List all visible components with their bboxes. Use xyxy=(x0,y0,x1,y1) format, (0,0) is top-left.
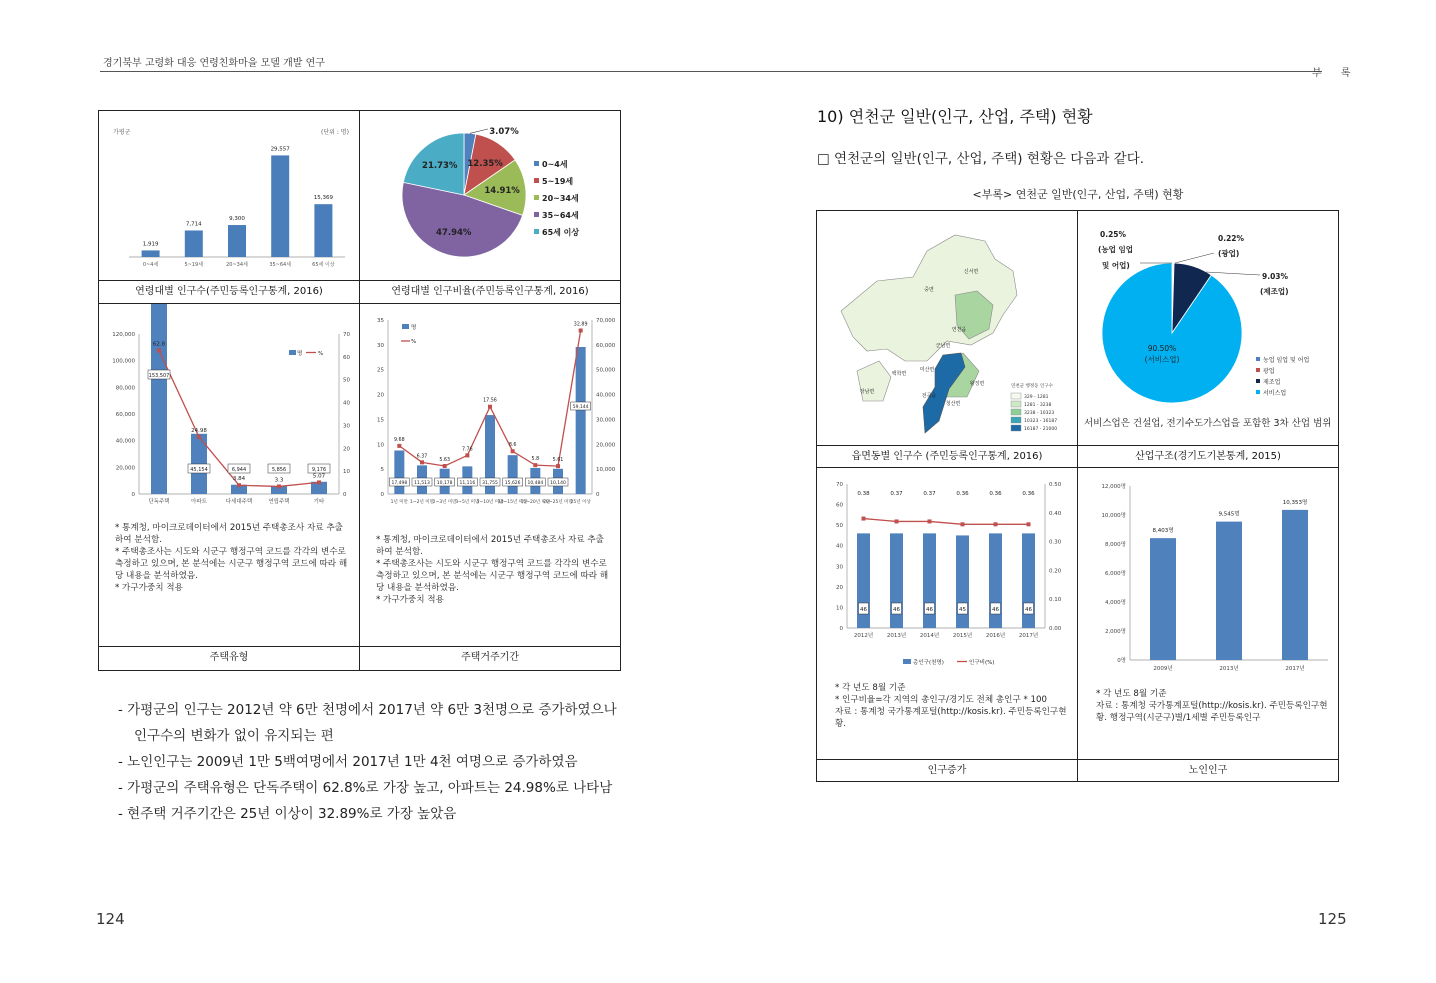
industry-caption: 산업구조(경기도기본통계, 2015) xyxy=(1078,445,1338,468)
bar xyxy=(394,451,404,494)
tick-label: 20~34세 xyxy=(226,262,248,268)
y-tick: 0명 xyxy=(1117,658,1126,664)
x-tick: 2017년 xyxy=(1018,633,1039,639)
y2-tick: 0.20 xyxy=(1049,568,1062,575)
line-value-label: 62.8 xyxy=(152,341,166,348)
line-value-label: 5.63 xyxy=(439,458,451,464)
y2-tick: 10,000 xyxy=(596,467,616,474)
y-tick: 30 xyxy=(377,342,384,349)
line-marker xyxy=(465,453,469,457)
x-tick: 1년 미만 xyxy=(390,500,409,505)
residence-period-chart xyxy=(360,304,620,534)
page-number-right: 125 xyxy=(1318,910,1347,928)
y2-tick: 50 xyxy=(343,377,350,384)
legend-label: 35~64세 xyxy=(542,211,579,220)
bar-value-label: 31,755 xyxy=(482,481,498,486)
elderly-chart xyxy=(1078,468,1338,684)
legend-label: 서비스업 xyxy=(1263,390,1287,397)
y2-tick: 0.10 xyxy=(1049,597,1062,604)
bar-value-label: 46 xyxy=(926,607,933,613)
running-header-right: 부 록 xyxy=(1312,68,1359,79)
map-legend-title: 연천군 행정동 인구수 xyxy=(1011,384,1053,389)
note-line: * 가구가중치 적용 xyxy=(115,583,183,593)
bullet-3: - 가평군의 주택유형은 단독주택이 62.8%로 가장 높고, 아파트는 24.98%로 나타남 xyxy=(118,780,613,796)
x-tick: 2~3년 미만 xyxy=(432,500,457,505)
y-tick: 0 xyxy=(839,626,843,632)
note-line: * 인구비율=각 지역의 총인구/경기도 전체 총인구 * 100 xyxy=(835,695,1047,705)
x-tick: 2012년 xyxy=(853,633,874,639)
y-tick: 5 xyxy=(380,467,384,474)
legend-swatch xyxy=(534,212,539,217)
slice-label: 0.25% xyxy=(1100,230,1127,239)
section-title: 10) 연천군 일반(인구, 산업, 주택) 현황 xyxy=(817,107,1093,126)
legend-label: 5~19세 xyxy=(542,177,574,186)
bar xyxy=(508,455,518,494)
y-tick: 50 xyxy=(836,523,843,530)
line-marker xyxy=(397,444,401,448)
bar-value-label: 45,154 xyxy=(190,467,208,473)
line-value-label: 17.56 xyxy=(483,398,497,404)
note-line: 자료 : 통계청 국가통계포털(http://kosis.kr). 주민등록인구현황. xyxy=(835,707,1067,729)
bar xyxy=(271,155,289,257)
x-tick: 15~20년 미만 xyxy=(520,500,551,505)
slice-label: 9.03% xyxy=(1262,272,1289,281)
line-value-label: 9.68 xyxy=(393,437,405,443)
note-line: * 각 년도 8월 기준 xyxy=(835,683,906,693)
legend-label: 총인구(천명) xyxy=(913,660,944,666)
y-tick: 12,000명 xyxy=(1101,484,1126,490)
map-label: 미산면 xyxy=(919,367,935,373)
x-tick: 연립주택 xyxy=(268,499,290,505)
y2-tick: 0 xyxy=(343,492,347,498)
line-value-label: 32.89 xyxy=(573,322,588,328)
slice-label: 3.07% xyxy=(489,127,519,137)
legend-swatch xyxy=(534,195,539,200)
y2-tick: 20 xyxy=(343,446,350,453)
legend-label: 인구비(%) xyxy=(969,660,995,666)
map-legend-swatch xyxy=(1011,401,1021,407)
line-marker xyxy=(157,348,161,352)
map-label: 신서면 xyxy=(963,269,979,275)
industry-cell xyxy=(1077,210,1339,468)
y-tick: 40,000 xyxy=(115,438,135,445)
elderly-notes xyxy=(1096,688,1332,724)
elderly-caption: 노인인구 xyxy=(1078,759,1338,782)
y2-tick: 60 xyxy=(343,354,350,361)
data-label: 9,545명 xyxy=(1218,511,1240,518)
bar-value-label: 5,856 xyxy=(271,467,287,473)
elderly-cell xyxy=(1077,467,1339,782)
y-tick: 60 xyxy=(836,502,843,509)
housing-type-chart xyxy=(99,304,359,522)
map-cell xyxy=(816,210,1078,468)
line-marker xyxy=(533,463,537,467)
line-value-label: 0.36 xyxy=(1022,491,1035,497)
y-tick: 120,000 xyxy=(112,332,135,338)
y-tick: 4,000명 xyxy=(1104,600,1126,606)
age-ratio-caption: 연령대별 인구비율(주민등록인구통계, 2016) xyxy=(360,280,620,303)
map-label: 연천읍 xyxy=(951,327,967,333)
map-legend-swatch xyxy=(1011,393,1021,399)
map-legend-swatch xyxy=(1011,409,1021,415)
bullet-1-cont: 인구수의 변화가 없이 유지되는 편 xyxy=(134,728,334,744)
y2-tick: 0 xyxy=(596,492,600,498)
age-count-cell xyxy=(98,110,360,304)
x-tick: 5~10년 미만 xyxy=(476,500,504,505)
y-tick: 0 xyxy=(131,492,135,498)
line-marker xyxy=(928,519,932,523)
bullet-1: - 가평군의 인구는 2012년 약 6만 천명에서 2017년 약 6만 3천명으로 증가하였으나 xyxy=(118,702,617,718)
tick-label: 5~19세 xyxy=(184,262,204,268)
slice-label: 47.94% xyxy=(436,228,472,239)
y-tick: 80,000 xyxy=(115,385,135,392)
age-ratio-cell xyxy=(359,110,621,304)
data-label: 1,919 xyxy=(142,241,159,248)
bar-value-label: 153,507 xyxy=(148,373,170,379)
line-marker xyxy=(197,435,201,439)
legend-label: 명 xyxy=(411,325,417,331)
bar xyxy=(314,204,332,257)
y-tick: 35 xyxy=(377,318,384,324)
x-tick: 다세대주택 xyxy=(225,499,253,505)
note-line: * 통계청, 마이크로데이터에서 2015년 주택총조사 자료 추출하여 분석함. xyxy=(115,523,343,545)
y2-tick: 0.40 xyxy=(1049,510,1062,517)
x-tick: 아파트 xyxy=(191,499,207,505)
line-marker xyxy=(237,483,241,487)
slice-label: 12.35% xyxy=(467,158,503,169)
pop-chart xyxy=(817,468,1077,676)
map-legend-label: 16187 - 21000 xyxy=(1024,427,1058,432)
table-title: <부록> 연천군 일반(인구, 산업, 주택) 현황 xyxy=(972,188,1184,201)
y2-tick: 70,000 xyxy=(596,318,616,324)
age-ratio-chart xyxy=(360,111,620,281)
line-value-label: 5.61 xyxy=(552,458,564,464)
region-map xyxy=(817,211,1077,445)
x-tick: 2015년 xyxy=(952,633,973,639)
x-tick: 2014년 xyxy=(919,633,940,639)
legend-swatch xyxy=(402,324,409,329)
slice-label: (농업 임업 xyxy=(1098,245,1134,254)
line-marker xyxy=(488,405,492,409)
y-tick: 100,000 xyxy=(112,358,135,365)
slice-label: 및 어업) xyxy=(1102,261,1130,270)
legend-label: 제조업 xyxy=(1263,379,1281,386)
chart-unit-label: (단위 : 명) xyxy=(321,129,349,136)
bar-value-label: 46 xyxy=(860,607,867,613)
map-region xyxy=(857,361,891,401)
map-region xyxy=(841,235,1017,361)
slice-label: 21.73% xyxy=(422,161,458,172)
leader-line xyxy=(470,129,488,133)
x-tick: 기타 xyxy=(313,499,325,505)
legend-label: 명 xyxy=(297,351,303,357)
y-tick: 10,000명 xyxy=(1101,513,1126,519)
y2-tick: 0.50 xyxy=(1049,482,1062,488)
y2-tick: 50,000 xyxy=(596,367,616,374)
leader-line xyxy=(1175,253,1214,263)
note-line: * 통계청, 마이크로데이터에서 2015년 주택총조사 자료 추출하여 분석함. xyxy=(376,535,604,557)
map-legend-swatch xyxy=(1011,425,1021,431)
legend-swatch xyxy=(289,350,296,355)
legend-label: 광업 xyxy=(1263,368,1275,375)
line-marker xyxy=(443,464,447,468)
y-tick: 2,000명 xyxy=(1104,629,1126,635)
line-value-label: 3.84 xyxy=(232,476,246,483)
note-line: * 주택총조사는 시도와 시군구 행정구역 코드를 각각의 변수로 측정하고 있으며, 본 분석에는 시군구 행정구역 코드에 따라 해당 내용을 분석하였음. xyxy=(115,547,348,581)
legend-swatch xyxy=(1256,357,1260,361)
x-tick: 2017년 xyxy=(1285,666,1305,672)
note-line: * 가구가중치 적용 xyxy=(376,595,444,605)
note-line: * 주택총조사는 시도와 시군구 행정구역 코드를 각각의 변수로 측정하고 있으며, 본 분석에는 시군구 행정구역 코드에 따라 해당 내용을 분석하였음. xyxy=(376,559,609,593)
map-label: 장남면 xyxy=(859,389,875,395)
legend-label: 20~34세 xyxy=(542,194,579,203)
map-label: 군남면 xyxy=(935,343,951,349)
y-tick: 15 xyxy=(377,417,384,424)
x-tick: 1~2년 미만 xyxy=(410,500,434,505)
y2-tick: 20,000 xyxy=(596,442,616,449)
y-tick: 8,000명 xyxy=(1104,542,1126,548)
data-label: 9,300 xyxy=(229,216,245,223)
y2-tick: 30 xyxy=(343,423,350,430)
y-tick: 25 xyxy=(377,367,384,374)
y2-tick: 40 xyxy=(343,400,350,407)
map-legend-swatch xyxy=(1011,417,1021,423)
housing-notes xyxy=(115,522,351,594)
map-label: 왕징면 xyxy=(969,381,985,387)
pop-caption: 인구증가 xyxy=(817,759,1077,782)
bar xyxy=(151,304,167,494)
section-intro: □ 연천군의 일반(인구, 산업, 주택) 현황은 다음과 같다. xyxy=(817,151,1145,167)
legend-swatch xyxy=(534,161,539,166)
line-marker xyxy=(1027,522,1031,526)
bar-value-label: 17,498 xyxy=(391,481,408,486)
y-tick: 20 xyxy=(377,392,384,399)
y-tick: 6,000명 xyxy=(1104,571,1126,577)
bar xyxy=(1282,510,1308,660)
data-label: 8,403명 xyxy=(1152,528,1174,535)
line-value-label: 0.36 xyxy=(956,491,969,497)
pop-cell xyxy=(816,467,1078,782)
slice-label: 0.22% xyxy=(1218,234,1245,243)
y-tick: 20 xyxy=(836,584,843,591)
age-count-caption: 연령대별 인구수(주민등록인구통계, 2016) xyxy=(99,280,359,303)
line-marker xyxy=(895,519,899,523)
data-label: 15,369 xyxy=(313,195,334,202)
legend-label: 65세 이상 xyxy=(542,228,580,237)
bar-value-label: 10,140 xyxy=(550,481,566,486)
bar xyxy=(1150,538,1176,660)
legend-swatch xyxy=(903,659,911,664)
residence-period-cell xyxy=(359,303,621,671)
line-value-label: 0.37 xyxy=(923,491,936,497)
y2-tick: 70 xyxy=(343,332,350,338)
y2-tick: 0.30 xyxy=(1049,539,1062,546)
bar-value-label: 6,944 xyxy=(231,467,247,473)
bar-value-label: 45 xyxy=(959,607,966,613)
y-tick: 0 xyxy=(380,492,384,498)
running-header-left: 경기북부 고령화 대응 연령친화마을 모델 개발 연구 xyxy=(103,58,325,69)
line-marker xyxy=(862,517,866,521)
line-marker xyxy=(420,460,424,464)
data-label: 7,714 xyxy=(185,221,202,228)
y2-tick: 0.00 xyxy=(1049,626,1062,632)
bar-value-label: 10,484 xyxy=(527,481,544,486)
map-legend-label: 3238 - 10323 xyxy=(1024,411,1055,416)
y2-tick: 30,000 xyxy=(596,417,616,424)
line-marker xyxy=(994,522,998,526)
legend-swatch xyxy=(534,178,539,183)
industry-note: 서비스업은 건설업, 전기수도가스업을 포함한 3차 산업 범위 xyxy=(1084,418,1332,429)
y-tick: 20,000 xyxy=(115,465,135,472)
y-tick: 60,000 xyxy=(115,412,135,418)
line-value-label: 5.07 xyxy=(312,473,326,480)
line-value-label: 0.37 xyxy=(890,491,903,497)
x-tick: 2013년 xyxy=(1219,666,1239,672)
housing-type-caption: 주택유형 xyxy=(99,646,359,669)
pie-slice xyxy=(1102,263,1242,403)
x-tick: 3~5년 미만 xyxy=(455,500,480,505)
map-label: 청산면 xyxy=(945,401,961,407)
line-marker xyxy=(511,449,515,453)
x-tick: 2009년 xyxy=(1153,666,1173,672)
bar xyxy=(576,347,586,494)
bar-value-label: 11,116 xyxy=(459,481,476,486)
line-value-label: 6.37 xyxy=(416,454,428,460)
line-value-label: 0.36 xyxy=(989,491,1002,497)
bar xyxy=(142,250,160,257)
period-notes xyxy=(376,534,612,606)
header-rule xyxy=(100,71,1322,72)
bar-value-label: 46 xyxy=(992,607,999,613)
series-line xyxy=(864,519,1029,525)
bullet-4: - 현주택 거주기간은 25년 이상이 32.89%로 가장 높았음 xyxy=(118,806,457,822)
note-line: * 각 년도 8월 기준 xyxy=(1096,689,1167,699)
map-label: 중면 xyxy=(924,287,934,293)
bar xyxy=(228,225,246,257)
tick-label: 35~64세 xyxy=(269,262,292,268)
line-marker xyxy=(961,522,965,526)
slice-label: 90.50% xyxy=(1147,344,1177,353)
age-count-chart xyxy=(99,111,359,281)
line-value-label: 7.76 xyxy=(461,447,473,453)
legend-swatch xyxy=(1256,368,1260,372)
note-line: 자료 : 통계청 국가통계포털(http://kosis.kr). 주민등록인구현황. 행정구역(시군구)별/1세별 주민등록인구 xyxy=(1096,701,1328,723)
y-tick: 70 xyxy=(836,482,843,488)
legend-swatch xyxy=(1256,379,1260,383)
y-tick: 40 xyxy=(836,543,843,550)
bar-value-label: 59,144 xyxy=(572,405,589,410)
legend-label: 0~4세 xyxy=(542,160,568,169)
line-value-label: 5.8 xyxy=(531,457,540,463)
y-tick: 30 xyxy=(836,564,843,571)
legend-swatch xyxy=(534,229,539,234)
map-legend-label: 329 - 1281 xyxy=(1024,395,1049,400)
line-value-label: 8.6 xyxy=(508,443,517,449)
housing-type-cell xyxy=(98,303,360,671)
map-legend-label: 1281 - 3238 xyxy=(1024,403,1052,408)
map-legend-label: 10323 - 16187 xyxy=(1024,419,1058,424)
slice-label: (서비스업) xyxy=(1144,355,1180,364)
bar xyxy=(185,230,203,257)
y2-tick: 40,000 xyxy=(596,392,616,399)
line-marker xyxy=(317,480,321,484)
x-tick: 2013년 xyxy=(886,633,907,639)
legend-label: 농업 임업 및 어업 xyxy=(1263,357,1310,364)
residence-period-caption: 주택거주기간 xyxy=(360,646,620,669)
y-tick: 10 xyxy=(377,442,384,449)
bar-value-label: 11,513 xyxy=(414,481,430,486)
line-marker xyxy=(579,328,583,332)
y-tick: 10 xyxy=(836,605,843,612)
bar xyxy=(1216,522,1242,660)
y2-tick: 10 xyxy=(343,469,350,476)
line-marker xyxy=(277,484,281,488)
x-tick: 10~15년 미만 xyxy=(497,500,528,505)
x-tick: 25년 이상 xyxy=(570,500,591,505)
tick-label: 0~4세 xyxy=(142,262,159,268)
industry-chart xyxy=(1078,211,1338,445)
line-value-label: 0.38 xyxy=(857,491,870,497)
tick-label: 65세 이상 xyxy=(312,262,335,268)
map-caption: 읍면동별 인구수 (주민등록인구통계, 2016) xyxy=(817,445,1077,468)
bar-value-label: 46 xyxy=(1025,607,1032,613)
legend-label: % xyxy=(318,351,324,357)
legend-label: % xyxy=(411,339,417,345)
bar-value-label: 10,178 xyxy=(436,481,453,486)
slice-label: 14.91% xyxy=(484,185,520,196)
map-label: 백학면 xyxy=(891,371,907,377)
slice-label: (광업) xyxy=(1218,249,1240,258)
data-label: 29,557 xyxy=(270,146,290,153)
x-tick: 20~25년 미만 xyxy=(543,500,573,505)
legend-swatch xyxy=(1256,390,1260,394)
line-marker xyxy=(556,464,560,468)
line-value-label: 3.3 xyxy=(274,477,284,484)
y2-tick: 60,000 xyxy=(596,342,616,349)
slice-label: (제조업) xyxy=(1260,287,1289,296)
map-label: 전곡읍 xyxy=(921,393,937,399)
x-tick: 단독주택 xyxy=(148,499,170,505)
page-number-left: 124 xyxy=(96,910,125,928)
data-label: 10,353명 xyxy=(1282,499,1308,506)
line-value-label: 24.98 xyxy=(191,427,207,434)
bullet-2: - 노인인구는 2009년 1만 5백여명에서 2017년 1만 4천 여명으로 증가하였음 xyxy=(118,754,578,770)
bar-value-label: 15,626 xyxy=(504,481,521,486)
x-tick: 2016년 xyxy=(985,633,1006,639)
leader-line xyxy=(1206,272,1260,275)
pop-notes xyxy=(835,682,1071,730)
chart-corner-label: 가평군 xyxy=(113,129,131,136)
bar-value-label: 9,176 xyxy=(311,467,327,473)
bar-value-label: 46 xyxy=(893,607,900,613)
